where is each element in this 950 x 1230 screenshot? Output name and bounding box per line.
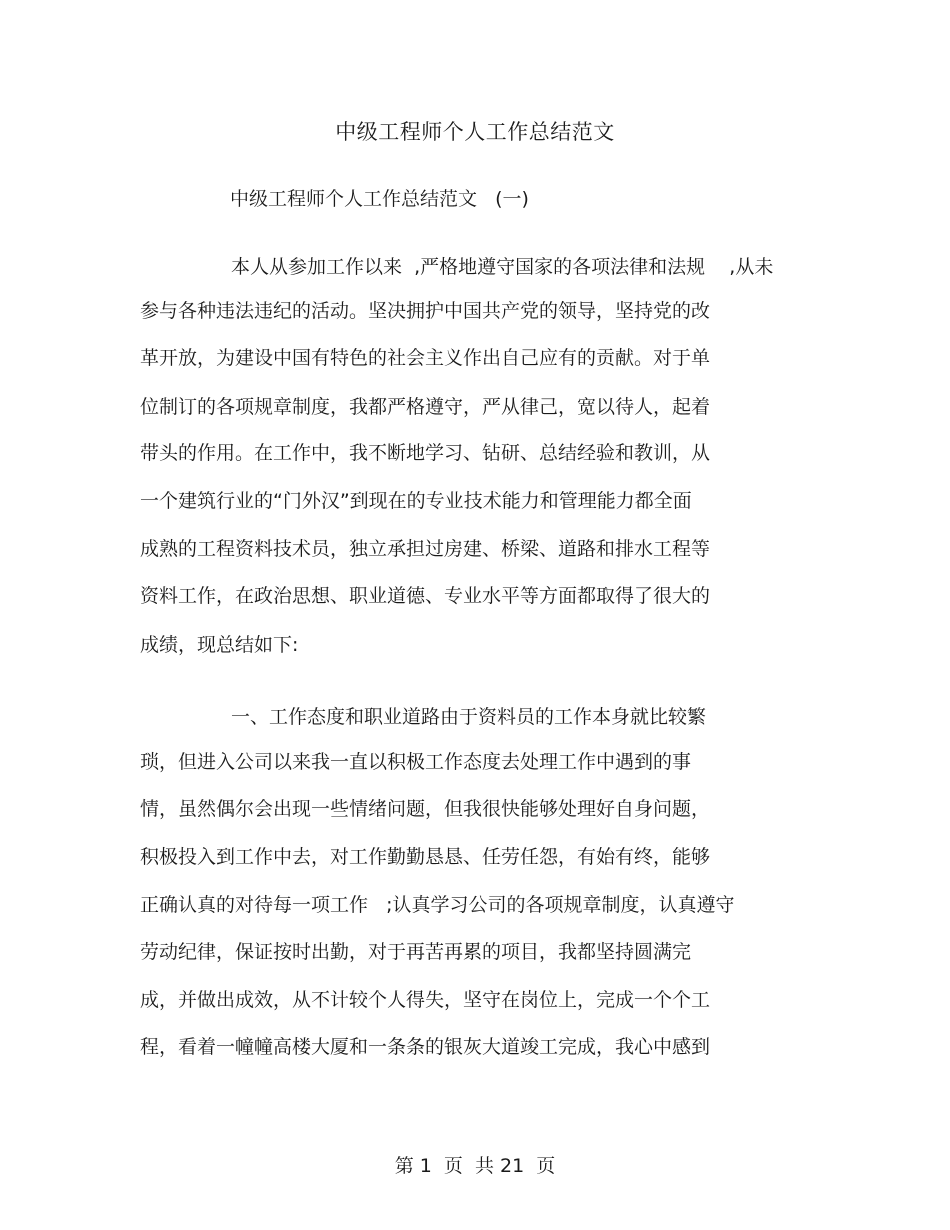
paragraph2-line: 成，并做出成效，从不计较个人得失，坚守在岗位上，完成一个个工	[140, 989, 711, 1011]
paragraph2-line: 情，虽然偶尔会出现一些情绪问题，但我很快能够处理好自身问题，	[140, 798, 711, 820]
paragraph1-line: 参与各种违法违纪的活动。坚决拥护中国共产党的领导，坚持党的改	[140, 300, 711, 322]
paragraph1-line: 带头的作用。在工作中，我不断地学习、钻研、总结经验和教训，从	[140, 442, 711, 464]
paragraph2-line: 积极投入到工作中去，对工作勤勤恳恳、任劳任怨，有始有终，能够	[140, 846, 711, 868]
document-title: 中级工程师个人工作总结范文	[335, 120, 615, 144]
paragraph2-line: 一、工作态度和职业道路由于资料员的工作本身就比较繁	[231, 706, 707, 728]
paragraph2-line: 劳动纪律，保证按时出勤，对于再苦再累的项目，我都坚持圆满完	[140, 941, 692, 963]
paragraph1-line: 资料工作，在政治思想、职业道德、专业水平等方面都取得了很大的	[140, 585, 711, 607]
paragraph1-line: 本人从参加工作以来 ,严格地遵守国家的各项法律和法规 ,从未	[231, 256, 774, 278]
document-subtitle: 中级工程师个人工作总结范文 (一)	[230, 188, 529, 210]
paragraph1-line: 位制订的各项规章制度，我都严格遵守，严从律己，宽以待人，起着	[140, 396, 711, 418]
paragraph1-line: 一个建筑行业的“门外汉”到现在的专业技术能力和管理能力都全面	[140, 490, 692, 512]
paragraph2-line: 正确认真的对待每一项工作 ;认真学习公司的各项规章制度，认真遵守	[140, 894, 735, 916]
paragraph2-line: 琐，但进入公司以来我一直以积极工作态度去处理工作中遇到的事	[140, 751, 692, 773]
paragraph1-line: 成熟的工程资料技术员，独立承担过房建、桥梁、道路和排水工程等	[140, 538, 711, 560]
paragraph2-line: 程，看着一幢幢高楼大厦和一条条的银灰大道竣工完成，我心中感到	[140, 1036, 711, 1058]
paragraph1-line: 革开放，为建设中国有特色的社会主义作出自己应有的贡献。对于单	[140, 347, 711, 369]
paragraph1-line: 成绩，现总结如下:	[140, 634, 299, 656]
page-number-footer: 第 1 页 共 21 页	[394, 1155, 556, 1177]
